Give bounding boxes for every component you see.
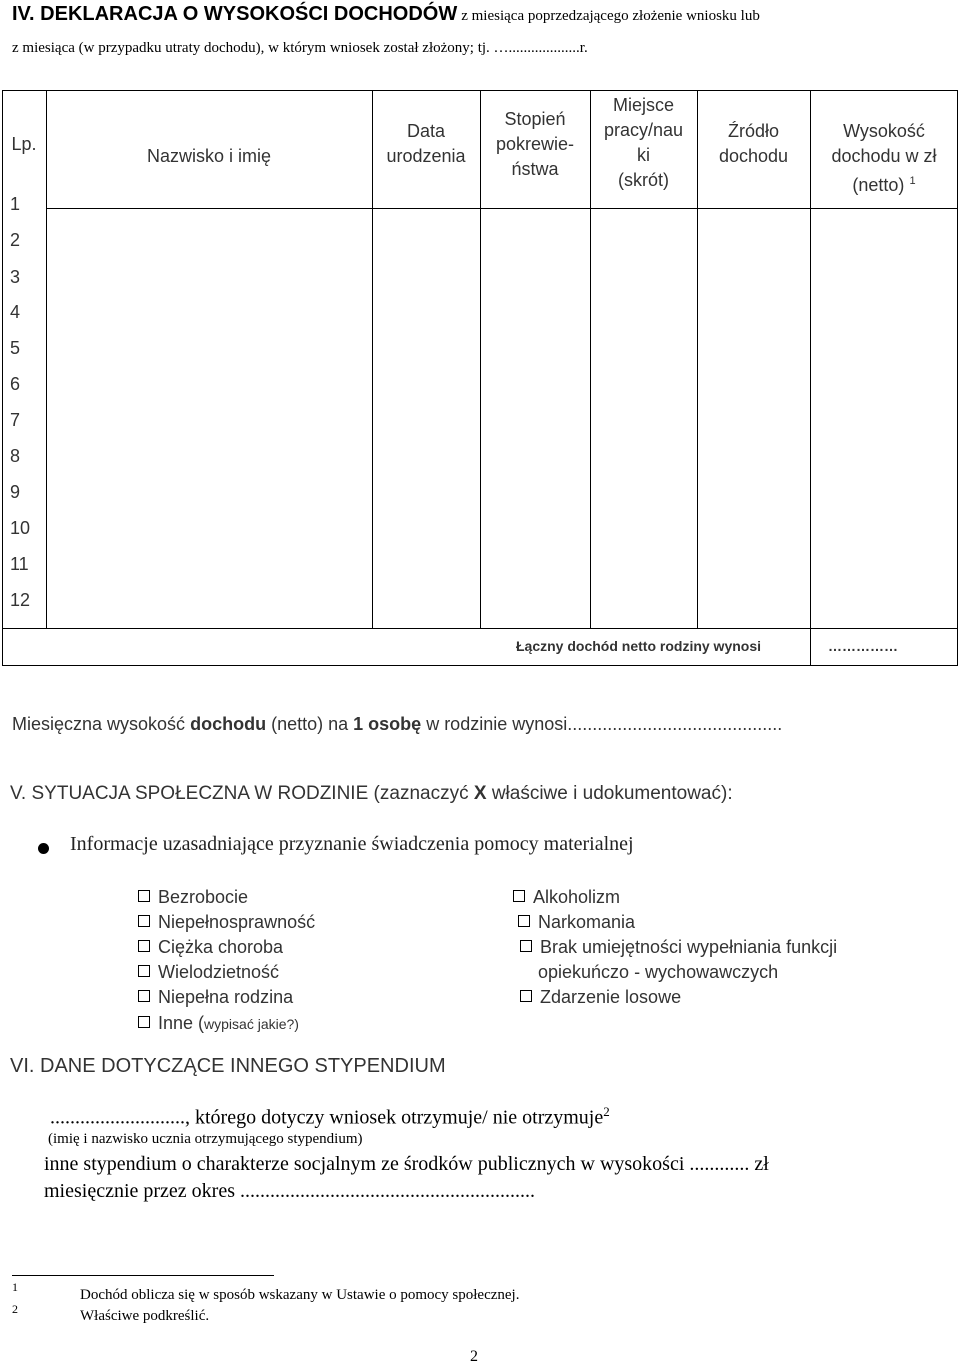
option-drug-addiction[interactable]: Narkomania: [518, 911, 635, 933]
option-disability[interactable]: Niepełnosprawność: [138, 911, 315, 933]
row-number: 5: [10, 338, 21, 358]
bullet-icon: [38, 843, 49, 854]
row-number: 1: [10, 194, 21, 214]
row-number: 6: [10, 374, 21, 394]
recipient-name-caption: (imię i nazwisko ucznia otrzymującego stypendium): [48, 1131, 363, 1147]
option-random-event[interactable]: Zdarzenie losowe: [520, 986, 681, 1008]
header-relationship: Stopień pokrewie- ństwa: [495, 109, 575, 179]
row-number: 2: [10, 230, 21, 250]
footnote-2-marker: 2: [12, 1302, 18, 1316]
row-number: 7: [10, 410, 21, 430]
row-number: 11: [10, 554, 29, 574]
option-parenting-inability-cont: opiekuńczo - wychowawczych: [538, 962, 779, 982]
option-unemployment[interactable]: Bezrobocie: [138, 886, 248, 908]
total-income-label: Łączny dochód netto rodziny wynosi: [516, 638, 762, 654]
option-serious-illness[interactable]: Ciężka choroba: [138, 936, 283, 958]
footnote-separator: [12, 1275, 274, 1276]
footnote-2-text: Właściwe podkreślić.: [80, 1308, 210, 1324]
checkbox-icon: [138, 965, 150, 977]
section-5-heading: V. SYTUACJA SPOŁECZNA W RODZINIE (zaznaczyć X właściwe i udokumentować):: [10, 783, 733, 804]
row-number: 12: [10, 590, 31, 610]
option-parenting-inability[interactable]: Brak umiejętności wypełniania funkcji: [520, 936, 837, 958]
footnote-1-text: Dochód oblicza się w sposób wskazany w Ustawie o pomocy społecznej.: [80, 1287, 520, 1303]
header-income-amount: Wysokość dochodu w zł (netto) $^1$: [831, 121, 937, 195]
scholarship-recipient-line[interactable]: ..........................., którego dotyczy wniosek otrzymuje/ nie otrzymuje$^2$: [50, 1104, 610, 1129]
page-number: 2: [470, 1348, 478, 1365]
row-number: 10: [10, 518, 31, 538]
total-income-value[interactable]: ……………: [828, 638, 898, 654]
checkbox-icon: [138, 990, 150, 1002]
info-heading: Informacje uzasadniające przyznanie świadczenia pomocy materialnej: [70, 833, 634, 855]
row-number: 4: [10, 302, 21, 322]
checkbox-icon: [520, 990, 532, 1002]
row-number: 3: [10, 267, 21, 287]
section-4-heading: [12, 2, 952, 28]
option-large-family[interactable]: Wielodzietność: [138, 961, 279, 983]
scholarship-period-line[interactable]: miesięcznie przez okres ...........................................................: [44, 1180, 536, 1202]
footnote-1-marker: 1: [12, 1280, 18, 1294]
checkbox-icon: [138, 915, 150, 927]
row-number: 9: [10, 482, 21, 502]
row-number: 8: [10, 446, 21, 466]
section-4-period: z miesiąca (w przypadku utraty dochodu), w którym wniosek został złożony; tj. …...................r.: [12, 40, 588, 56]
checkbox-icon: [138, 940, 150, 952]
section-4-title: IV. DEKLARACJA O WYSOKOŚCI DOCHODÓW: [12, 3, 458, 25]
checkbox-icon: [518, 915, 530, 927]
checkbox-icon: [138, 1016, 150, 1028]
header-income-source: Źródło dochodu: [718, 121, 789, 166]
header-name: Nazwisko i imię: [146, 146, 272, 166]
option-alcoholism[interactable]: Alkoholizm: [513, 886, 620, 908]
checkbox-icon: [138, 890, 150, 902]
header-lp: Lp.: [11, 134, 37, 154]
monthly-income-per-person: Miesięczna wysokość dochodu (netto) na 1 osobę w rodzinie wynosi...........................................: [12, 714, 783, 734]
checkbox-icon: [513, 890, 525, 902]
income-table: [2, 90, 958, 666]
header-birthdate: Data urodzenia: [386, 121, 466, 166]
scholarship-amount-line[interactable]: inne stypendium o charakterze socjalnym ze środków publicznych w wysokości ............ zł: [44, 1153, 769, 1175]
option-other[interactable]: Inne (wypisać jakie?): [138, 1012, 299, 1035]
option-single-parent[interactable]: Niepełna rodzina: [138, 986, 293, 1008]
header-workplace: Miejsce pracy/nau ki (skrót): [603, 95, 684, 190]
section-6-heading: VI. DANE DOTYCZĄCE INNEGO STYPENDIUM: [10, 1055, 446, 1077]
checkbox-icon: [520, 940, 532, 952]
section-4-subtitle: z miesiąca poprzedzającego złożenie wniosku lub: [461, 8, 760, 24]
